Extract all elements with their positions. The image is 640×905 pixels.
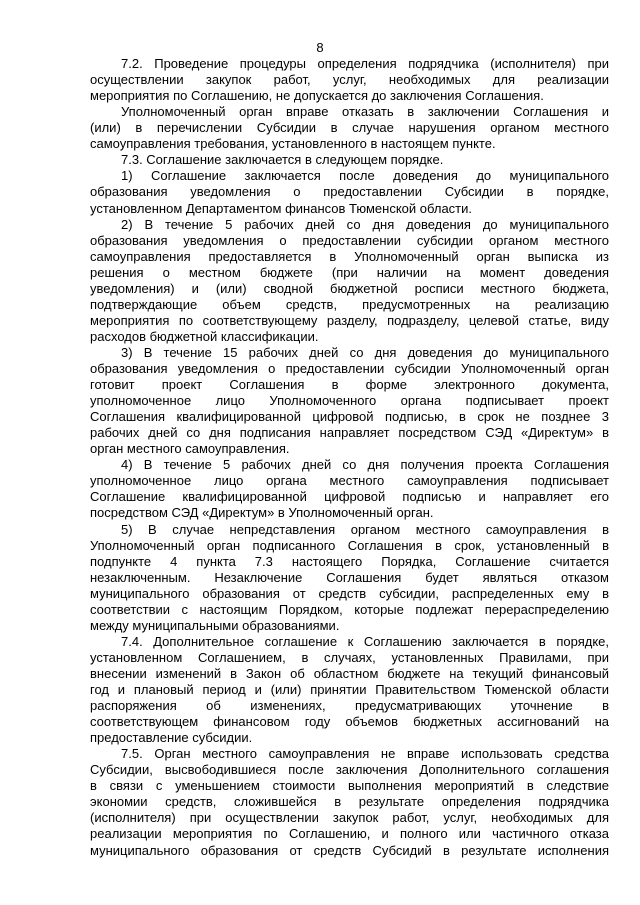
text-line: незаключенным. Незаключение Соглашения будет являться отказом [90,569,609,585]
text-line: экономии средств, сложившейся в результате определения подрядчика [90,794,609,810]
text-line: образования уведомления о предоставлении Субсидии в порядке, [90,184,609,200]
text-line: Субсидии, высвободившиеся после заключения Дополнительного соглашения [90,762,609,778]
text-line: предоставление субсидии. [90,730,253,746]
text-line: между муниципальными образованиями. [90,617,340,633]
text-line: муниципального образования от средств Субсидий в результате исполнения [90,842,609,858]
text-line: рабочих дней со дня подписания направляет посредством СЭД «Директум» в [90,425,609,441]
paragraph-first-line: 1) Соглашение заключается после доведения до муниципального [121,168,609,184]
text-line: (или) в перечислении Субсидии в случае нарушения органом местного [90,120,609,136]
page-number: 8 [316,40,324,55]
paragraph-first-line: 7.5. Орган местного самоуправления не вправе использовать средства [121,746,609,762]
text-line: установленном Соглашением, в случаях, установленных Правилами, при [90,649,609,665]
paragraph-first-line: 7.3. Соглашение заключается в следующем порядке. [121,152,444,168]
paragraph-first-line: 5) В случае непредставления органом местного самоуправления в [121,521,609,537]
text-line: соответствии с настоящим Порядком, которые подлежат перераспределению [90,601,609,617]
text-line: Уполномоченный орган подписанного Соглашения в срок, установленный в [90,537,609,553]
text-line: Соглашения квалифицированной цифровой подписью, в срок не позднее 3 [90,409,609,425]
text-line: подпункте 4 пункта 7.3 настоящего Порядка, Соглашение считается [90,553,609,569]
text-line: в связи с уменьшением стоимости выполнения мероприятий в следствие [90,778,609,794]
text-line: расходов бюджетной классификации. [90,328,319,344]
text-line: подтверждающие объем средств, предусмотренных на реализацию [90,296,609,312]
text-line: образования уведомления о предоставлении субсидии Уполномоченный орган [90,360,609,376]
text-line: соответствующем финансовом году объемов бюджетных ассигнований на [90,714,609,730]
text-line: муниципального образования от средств субсидии, распределенных ему в [90,585,609,601]
text-line: год и плановый период и (или) принятии Правительством Тюменской области [90,682,609,697]
paragraph-first-line: 7.4. Дополнительное соглашение к Соглашению заключается в порядке, [121,633,609,649]
text-line: уполномоченное лицо Уполномоченного органа подписывает проект [90,393,609,409]
text-line: осуществлении закупок работ, услуг, необходимых для реализации [90,72,609,87]
text-line: готовит проект Соглашения в форме электронного документа, [90,377,609,392]
text-line: распоряжения об изменениях, предусматривающих уточнение в [90,698,609,713]
text-line: (исполнителя) при осуществлении закупок работ, услуг, необходимых для [90,810,609,826]
text-line: внесении изменений в Закон об областном бюджете на текущий финансовый [90,665,609,681]
paragraph-first-line: 7.2. Проведение процедуры определения подрядчика (исполнителя) при [121,56,609,71]
paragraph-first-line: 4) В течение 5 рабочих дней со дня получения проекта Соглашения [121,457,609,473]
text-line: самоуправления требования, установленного в настоящем пункте. [90,136,496,152]
text-line: Соглашение квалифицированной цифровой подписью и направляет его [90,489,609,505]
text-line: решения о местном бюджете (при наличии на момент доведения [90,264,609,280]
text-line: установленном Департаментом финансов Тюменской области. [90,200,473,216]
text-line: мероприятия по Соглашению, не допускается до заключения Соглашения. [90,88,544,104]
paragraph-first-line: 2) В течение 5 рабочих дней со дня доведения до муниципального [121,216,609,232]
text-line: посредством СЭД «Директум» в Уполномоченный орган. [90,505,434,521]
paragraph-first-line: Уполномоченный орган вправе отказать в заключении Соглашения и [121,104,609,120]
text-line: самоуправления предоставляется в Уполномоченный орган выписка из [90,248,609,264]
paragraph-first-line: 3) В течение 15 рабочих дней со дня доведения до муниципального [121,344,609,360]
text-line: орган местного самоуправления. [90,441,290,457]
text-line: уведомления) и (или) сводной бюджетной росписи местного бюджета, [90,280,609,296]
text-line: образования уведомления о предоставлении субсидии органом местного [90,232,609,248]
text-line: мероприятия по соответствующему разделу, подразделу, целевой статье, виду [90,312,609,328]
text-line: реализации мероприятия по Соглашению, и полного или частичного отказа [90,826,609,842]
text-line: уполномоченное лицо органа местного самоуправления подписывает [90,473,609,489]
